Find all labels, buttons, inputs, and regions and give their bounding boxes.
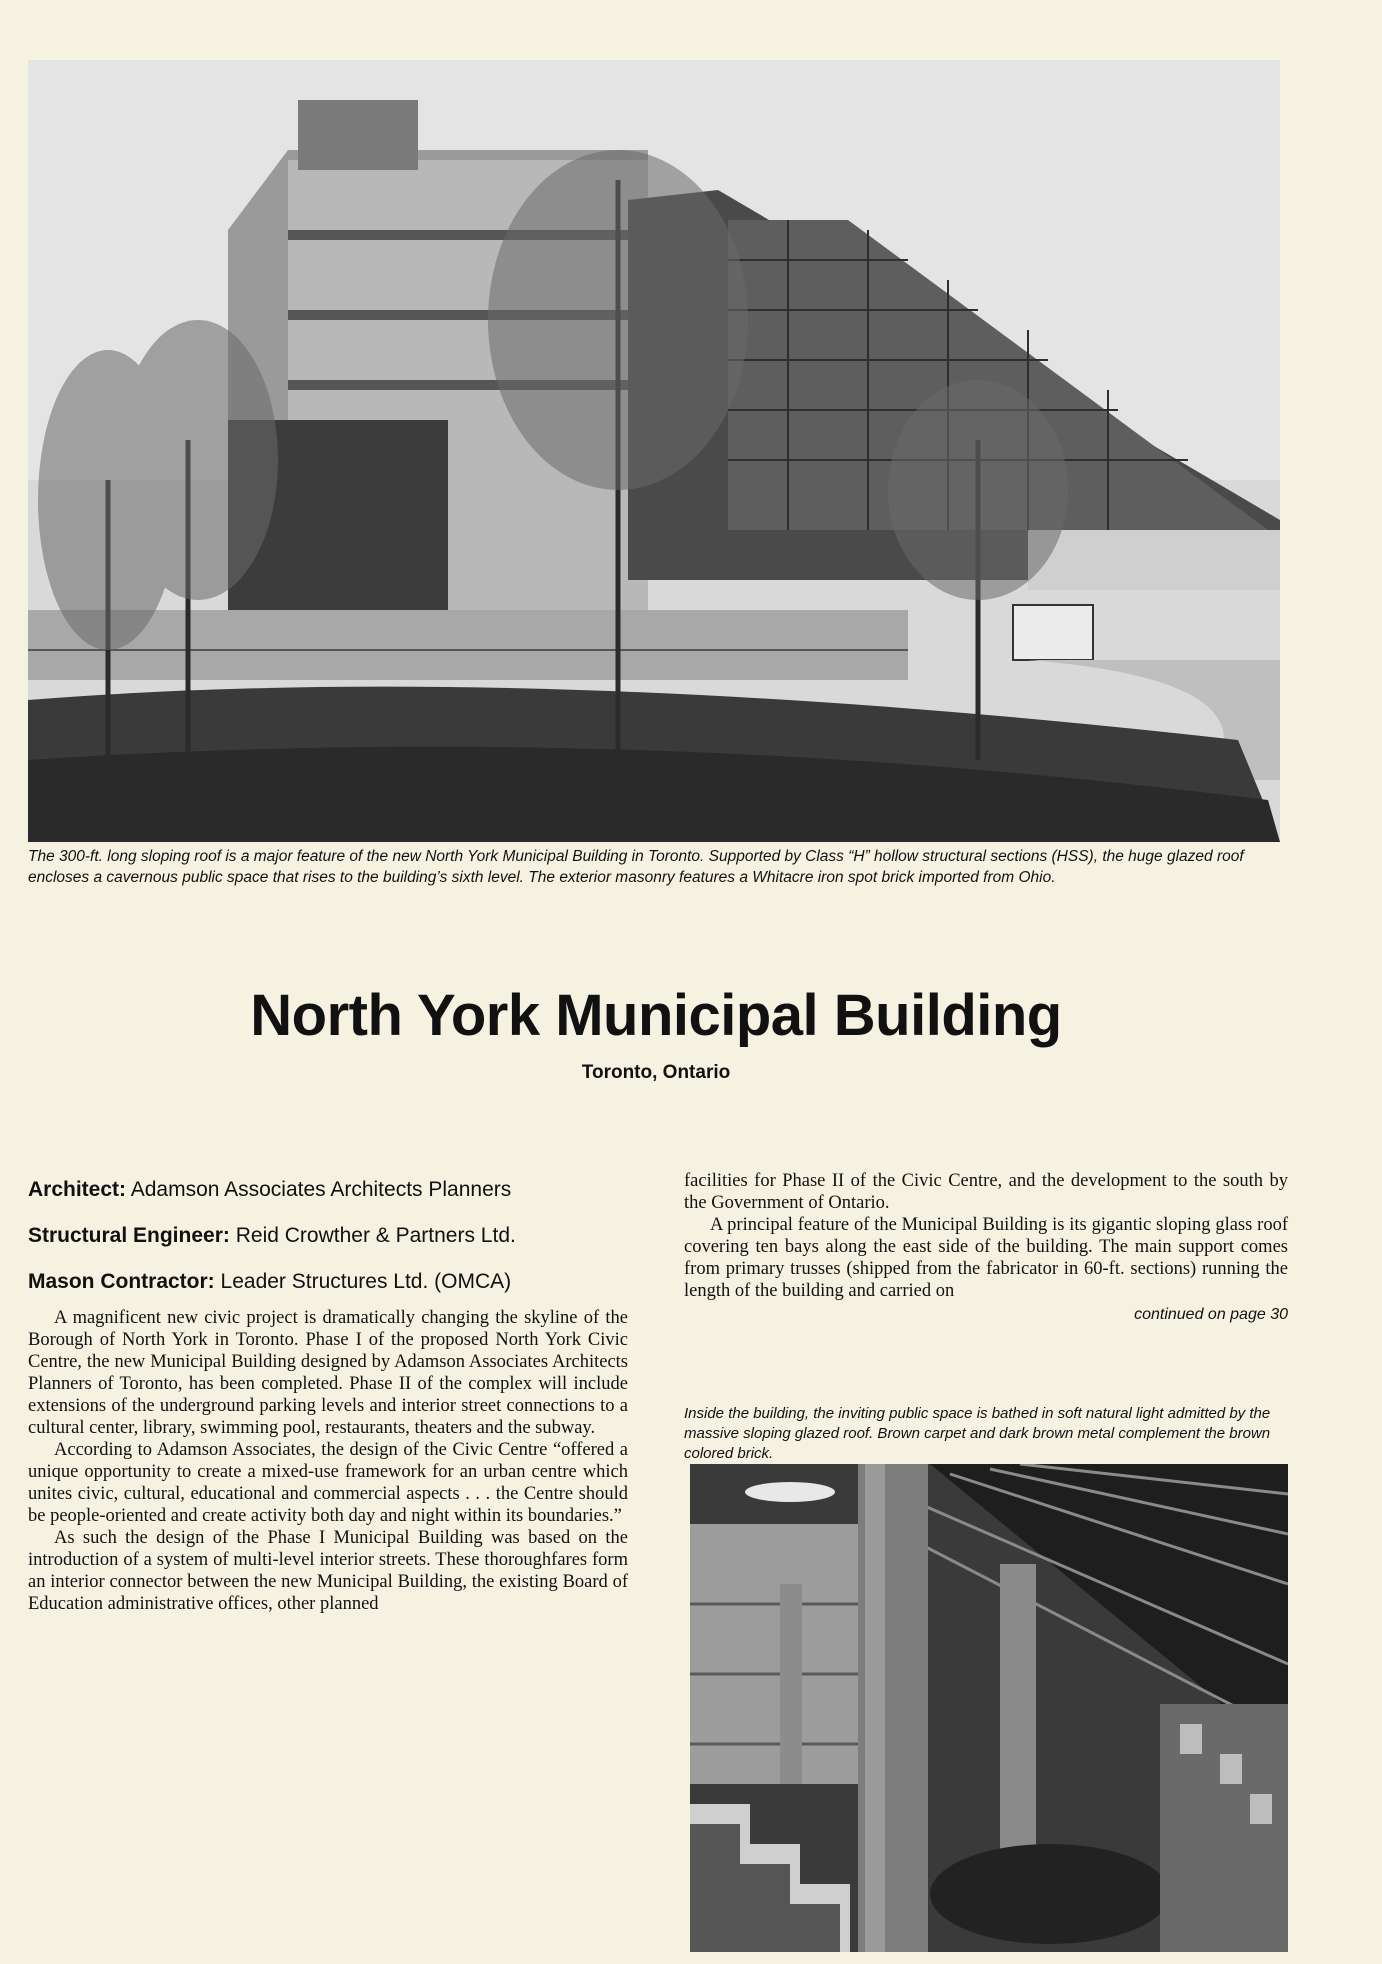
- credit-value: Reid Crowther & Partners Ltd.: [235, 1224, 516, 1247]
- paragraph: A magnificent new civic project is dramatically changing the skyline of the Borough of North York in Toronto. Phase I of the proposed North York Civic Centre, the new Municipal Building designed by Adamson Associates Architects Planners of Toronto, has been completed. Phase II of the complex will include extensions of the underground parking levels and interior street connections to a cultural center, library, swimming pool, restaurants, theaters and the subway.: [28, 1308, 628, 1438]
- paragraph: As such the design of the Phase I Municipal Building was based on the introduction of a system of multi-level interior streets. These thoroughfares form an interior connector between the new Municipal Building, the existing Board of Education administrative offices, other planned: [28, 1528, 628, 1614]
- credit-label: Structural Engineer:: [28, 1224, 230, 1247]
- credit-value: Adamson Associates Architects Planners: [130, 1178, 512, 1201]
- top-photo-caption: The 300-ft. long sloping roof is a major feature of the new North York Municipal Building in Toronto. Supported by Class “H” hollow structural sections (HSS), the huge glazed roof encloses a cavernous public space that rises to the building’s sixth level. The exterior masonry features a Whitacre iron spot brick imported from Ohio.: [28, 848, 1244, 886]
- paragraph: A principal feature of the Municipal Building is its gigantic sloping glass roof covering ten bays along the east side of the building. The main support comes from primary trusses (shipped from the fabricator in 60-ft. sections) running the length of the building and carried on: [684, 1215, 1288, 1301]
- credit-label: Mason Contractor:: [28, 1270, 215, 1293]
- continued-link[interactable]: continued on page 30: [1134, 1306, 1288, 1323]
- credit-structural-engineer: [28, 1224, 638, 1248]
- credit-mason-contractor: [28, 1270, 638, 1294]
- interior-atrium-photo: [690, 1464, 1288, 1952]
- credit-value: Leader Structures Ltd. (OMCA): [220, 1270, 512, 1293]
- paragraph: According to Adamson Associates, the design of the Civic Centre “offered a unique opportunity to create a mixed-use framework for an urban centre which unites civic, cultural, educational and commercial aspects . . . the Centre should be people-oriented and create activity both day and night within its boundaries.”: [28, 1440, 628, 1526]
- article-title: North York Municipal Building: [250, 983, 1062, 1048]
- paragraph: facilities for Phase II of the Civic Centre, and the development to the south by the Government of Ontario.: [684, 1171, 1288, 1213]
- credit-label: Architect:: [28, 1178, 127, 1201]
- article-subtitle: Toronto, Ontario: [581, 1062, 731, 1083]
- bottom-photo-caption: Inside the building, the inviting public space is bathed in soft natural light admitted by the massive sloping glazed roof. Brown carpet and dark brown metal complement the brown colored brick.: [684, 1405, 1271, 1462]
- building-exterior-photo: [28, 60, 1280, 842]
- building-exterior-illustration: [28, 60, 1280, 842]
- credit-architect: [28, 1178, 638, 1202]
- article-left-column: [28, 1307, 628, 1615]
- article-right-column: [684, 1170, 1288, 1326]
- interior-atrium-illustration: [690, 1464, 1288, 1952]
- credits-list: [28, 1178, 638, 1316]
